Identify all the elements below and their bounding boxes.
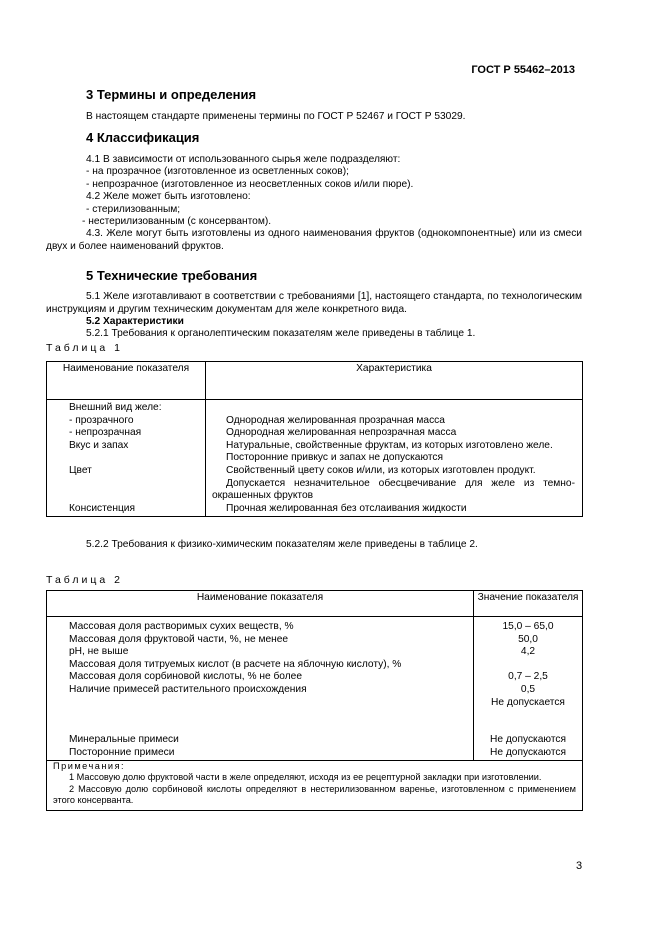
table-row: Массовая доля фруктовой части, %, не менее xyxy=(69,633,289,645)
table-1-header-indicator: Наименование показателя xyxy=(47,362,206,400)
list-item: - нестерилизованным (с консервантом). xyxy=(82,216,272,227)
clause-4-1: 4.1 В зависимости от использованного сырья желе подразделяют: xyxy=(86,154,401,165)
table-row: Массовая доля растворимых сухих веществ, % xyxy=(69,621,294,632)
table-2-indicators xyxy=(47,617,474,761)
section-3-text: В настоящем стандарте применены термины по ГОСТ Р 52467 и ГОСТ Р 53029. xyxy=(86,111,466,122)
table-2-header-value: Значение показателя xyxy=(474,591,583,617)
list-item: - непрозрачное (изготовленное из неосветленных соков и/или пюре). xyxy=(86,179,414,190)
table-row: Наличие примесей растительного происхождения xyxy=(69,683,307,695)
clause-5-1: 5.1 Желе изготавливают в соответствии с требованиями [1], настоящего стандарта, по технологическим инструкциям и другим техническим документам для желе конкретного вида. xyxy=(46,291,582,315)
table-2-header-indicator: Наименование показателя xyxy=(47,591,474,617)
table-2 xyxy=(46,590,583,811)
clause-4-2: 4.2 Желе может быть изготовлено: xyxy=(86,191,251,202)
note-2: 2 Массовую долю сорбиновой кислоты определяют в нестерилизованном варенье, изготовленном с применением этого консерванта. xyxy=(53,783,576,806)
clause-4-3: 4.3. Желе могут быть изготовлены из одного наименования фруктов (однокомпонентные) или из смеси двух и более наименований фруктов. xyxy=(46,228,582,252)
notes-title: Примечания: xyxy=(53,760,126,771)
table-2-values: 15,0 – 65,0 50,0 4,2 0,7 – 2,5 0,5 Не допускается Не допускаются Не допускаются xyxy=(490,621,566,758)
page-number: 3 xyxy=(576,860,583,872)
list-item: - на прозрачное (изготовленное из осветленных соков); xyxy=(86,166,349,177)
table-1-characteristics: Однородная желированная прозрачная масса Однородная желированная непрозрачная масса Натуральные, свойственные фруктам, из которых изготовлено желе. Посторонние привкус и запах не допускаются Свойственный цвету соков и/или, из которых изготовлен продукт. Допускается незначительное обесцвечивание для желе из темно- окрашенных фруктов Прочная желированная без отслаивания жидкости xyxy=(212,414,575,514)
clause-5-2-1: 5.2.1 Требования к органолептическим показателям желе приведены в таблице 1. xyxy=(86,328,476,339)
note-1: 1 Массовую долю фруктовой части в желе определяют, исходя из ее рецептурной закладки при изготовлении. xyxy=(69,772,542,783)
table-row: Посторонние примеси xyxy=(69,746,175,758)
section-3-title: 3 Термины и определения xyxy=(86,87,257,102)
table-1-caption: Таблица 1 xyxy=(46,342,123,354)
table-row: Минеральные примеси xyxy=(69,734,179,746)
section-5-title: 5 Технические требования xyxy=(86,268,258,283)
list-item: - стерилизованным; xyxy=(86,204,181,215)
clause-5-2-2: 5.2.2 Требования к физико-химическим показателям желе приведены в таблице 2. xyxy=(86,539,478,550)
document-code: ГОСТ Р 55462–2013 xyxy=(471,64,575,76)
table-2-notes xyxy=(47,760,583,810)
table-row: рН, не выше xyxy=(69,646,129,658)
section-4-title: 4 Классификация xyxy=(86,130,200,145)
table-1-header-characteristic: Характеристика xyxy=(206,362,583,400)
table-row: Массовая доля титруемых кислот (в расчете на яблочную кислоту), % xyxy=(69,658,402,670)
table-2-caption: Таблица 2 xyxy=(46,574,123,586)
clause-5-2: 5.2 Характеристики xyxy=(86,316,184,327)
table-1 xyxy=(46,361,583,517)
table-1-indicators: Внешний вид желе: - прозрачного - непрозрачная Вкус и запах Цвет Консистенция xyxy=(47,400,206,517)
table-row: Массовая доля сорбиновой кислоты, % не более xyxy=(69,671,303,683)
